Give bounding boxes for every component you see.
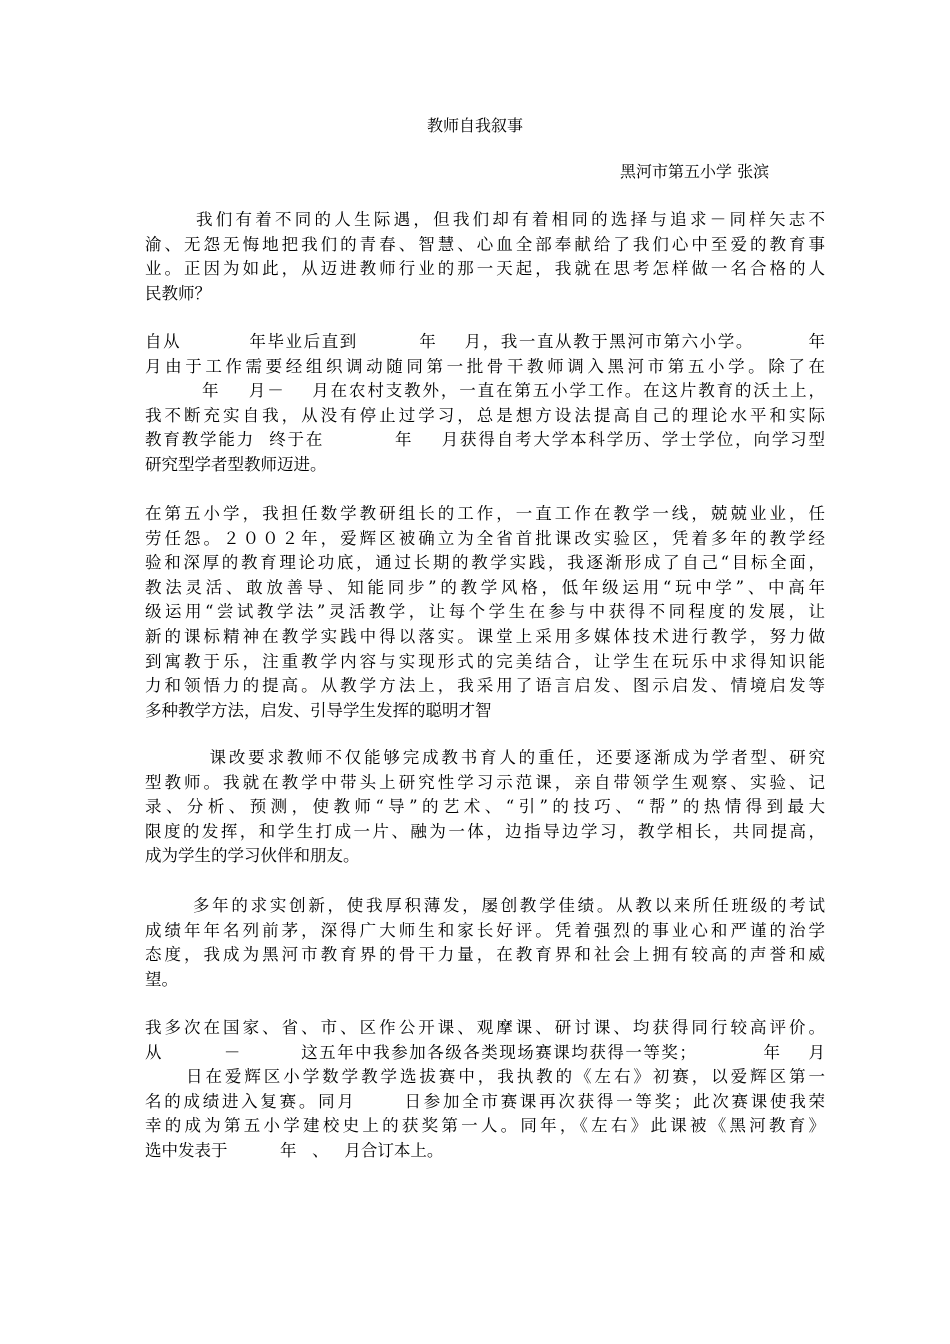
text-line: 年 月－ 月在农村支教外，一直在第五小学工作。在这片教育的沃土上， [145,381,825,401]
text-line: 教育教学能力 终于在 年 月获得自考大学本科学历、学士学位，向学习型 [145,430,825,450]
text-line: 新的课标精神在教学实践中得以落实。课堂上采用多媒体技术进行教学，努力做 [145,626,825,646]
document-title: 教师自我叙事 [426,116,523,135]
text-line: 课改要求教师不仅能够完成教书育人的重任，还要逐渐成为学者型、研究 [145,748,825,767]
text-line: 多年的求实创新，使我厚积薄发，屡创教学佳绩。从教以来所任班级的考试 [145,896,825,915]
text-line: 选中发表于 年 、 月合订本上。 [145,1140,444,1160]
text-line: 日在爱辉区小学数学教学选拔赛中，我执教的《左右》初赛，以爱辉区第一 [145,1067,825,1087]
text-line: 望。 [145,969,178,989]
text-line: 到寓教于乐，注重教学内容与实现形式的完美结合，让学生在玩乐中求得知识能 [145,651,825,671]
text-line: 从 － 这五年中我参加各级各类现场赛课均获得一等奖； 年 月 [145,1042,825,1062]
text-line: 劳任怨。２００２年，爱辉区被确立为全省首批课改实验区，凭着多年的教学经 [145,528,825,548]
text-line: 业。正因为如此，从迈进教师行业的那一天起，我就在思考怎样做一名合格的人 [145,259,825,279]
text-line: 民教师？ [145,283,211,303]
text-line: 限度的发挥，和学生打成一片、融为一体，边指导边学习，教学相长，共同提高， [145,821,825,841]
paragraph-6 [145,1016,825,1164]
paragraph-1 [145,208,825,306]
text-line: 自从 年毕业后直到 年 月，我一直从教于黑河市第六小学。 年 [145,332,825,351]
text-line: 验和深厚的教育理论功底，通过长期的教学实践，我逐渐形成了自己“目标全面， [145,553,825,573]
author-line: 黑河市第五小学 张滨 [620,162,770,181]
paragraph-4 [145,746,825,869]
text-line: 名的成绩进入复赛。同月 日参加全市赛课再次获得一等奖；此次赛课使我荣 [145,1091,825,1111]
text-line: 多种教学方法，启发、引导学生发挥的聪明才智 [145,700,492,720]
text-line: 成为学生的学习伙伴和朋友。 [145,846,360,866]
text-line: 教法灵活、敢放善导、知能同步”的教学风格，低年级运用“玩中学”、中高年 [145,577,825,597]
text-line: 态度，我成为黑河市教育界的骨干力量，在教育界和社会上拥有较高的声誉和威 [145,945,825,965]
paragraph-3 [145,502,825,723]
text-line: 幸的成为第五小学建校史上的获奖第一人。同年，《左右》此课被《黑河教育》 [145,1116,825,1136]
paragraph-2 [145,330,825,478]
text-line: 型教师。我就在教学中带头上研究性学习示范课，亲自带领学生观察、实验、记 [145,772,825,792]
text-line: 录、分析、预测，使教师“导”的艺术、“引”的技巧、“帮”的热情得到最大 [145,797,825,817]
text-line: 研究型学者型教师迈进。 [145,454,327,474]
text-line: 在第五小学，我担任数学教研组长的工作，一直工作在教学一线，兢兢业业，任 [145,504,825,523]
text-line: 力和领悟力的提高。从教学方法上，我采用了语言启发、图示启发、情境启发等 [145,676,825,696]
text-line: 我多次在国家、省、市、区作公开课、观摩课、研讨课、均获得同行较高评价。 [145,1018,825,1037]
paragraph-5 [145,894,825,992]
text-line: 我不断充实自我，从没有停止过学习，总是想方设法提高自己的理论水平和实际 [145,405,825,425]
text-line: 级运用“尝试教学法”灵活教学，让每个学生在参与中获得不同程度的发展，让 [145,602,825,622]
text-line: 我们有着不同的人生际遇，但我们却有着相同的选择与追求－同样矢志不 [145,210,825,229]
text-line: 渝、无怨无悔地把我们的青春、智慧、心血全部奉献给了我们心中至爱的教育事 [145,234,825,254]
text-line: 成绩年年名列前茅，深得广大师生和家长好评。凭着强烈的事业心和严谨的治学 [145,920,825,940]
text-line: 月由于工作需要经组织调动随同第一批骨干教师调入黑河市第五小学。除了在 [145,356,825,376]
